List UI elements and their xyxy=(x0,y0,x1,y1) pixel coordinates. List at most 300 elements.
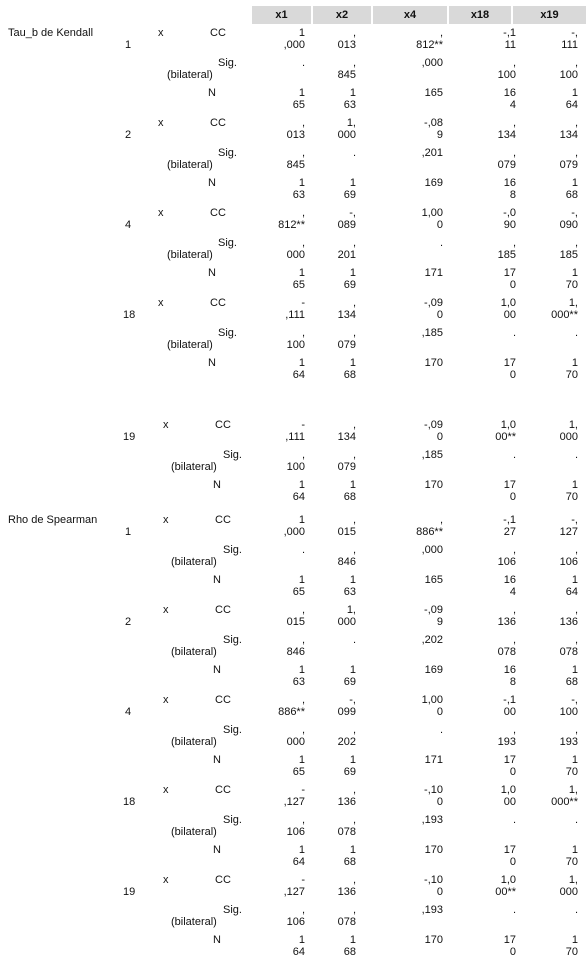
value-cell: 1 xyxy=(349,754,356,766)
value-cell: 1 xyxy=(298,87,305,99)
value-cell: 079 xyxy=(497,159,516,171)
value-cell: 013 xyxy=(337,39,356,51)
value-cell: , xyxy=(439,27,443,39)
value-cell: 8 xyxy=(509,189,516,201)
stat-label: CC xyxy=(215,604,231,616)
value-cell: 1 xyxy=(298,357,305,369)
value-cell: 65 xyxy=(292,99,305,111)
stat-label: CC xyxy=(215,419,231,431)
value-cell: 70 xyxy=(565,491,578,503)
stat-label: N xyxy=(208,87,216,99)
variable-number: 18 xyxy=(123,309,136,321)
value-cell: 201 xyxy=(337,249,356,261)
value-cell: 185 xyxy=(559,249,578,261)
sig-suffix: (bilateral) xyxy=(171,826,217,838)
value-cell: , xyxy=(301,449,305,461)
value-cell: 165 xyxy=(424,574,443,586)
variable-number: 4 xyxy=(125,706,132,718)
value-cell: , xyxy=(574,634,578,646)
value-cell: ,000 xyxy=(421,544,443,556)
value-cell: ,111 xyxy=(285,309,305,321)
value-cell: 00 xyxy=(503,309,516,321)
stat-label: Sig. xyxy=(223,904,242,916)
value-cell: 1,0 xyxy=(500,784,516,796)
value-cell: 0 xyxy=(436,796,443,808)
value-cell: 100 xyxy=(559,706,578,718)
value-cell: 64 xyxy=(565,586,578,598)
stat-label: CC xyxy=(215,694,231,706)
value-cell: 17 xyxy=(503,844,516,856)
value-cell: 106 xyxy=(286,826,305,838)
value-cell: -, xyxy=(349,694,356,706)
value-cell: 169 xyxy=(424,664,443,676)
value-cell: 886** xyxy=(416,526,443,538)
value-cell: 0 xyxy=(509,279,516,291)
value-cell: 000 xyxy=(559,431,578,443)
value-cell: -, xyxy=(571,514,578,526)
value-cell: 1 xyxy=(571,177,578,189)
value-cell: , xyxy=(574,604,578,616)
stat-label: N xyxy=(213,664,221,676)
variable-prefix: x xyxy=(158,297,164,309)
value-cell: 17 xyxy=(503,479,516,491)
value-cell: 69 xyxy=(343,766,356,778)
value-cell: 9 xyxy=(436,129,443,141)
sig-suffix: (bilateral) xyxy=(171,736,217,748)
stat-label: N xyxy=(208,267,216,279)
stat-label: Sig. xyxy=(218,237,237,249)
value-cell: 63 xyxy=(343,586,356,598)
value-cell: 846 xyxy=(337,556,356,568)
value-cell: 078 xyxy=(497,646,516,658)
variable-prefix: x xyxy=(158,27,164,39)
value-cell: 16 xyxy=(503,664,516,676)
value-cell: 1,0 xyxy=(500,419,516,431)
value-cell: 000 xyxy=(286,249,305,261)
value-cell: 846 xyxy=(286,646,305,658)
value-cell: 63 xyxy=(292,189,305,201)
value-cell: 69 xyxy=(343,189,356,201)
value-cell: . xyxy=(301,57,305,69)
value-cell: -,09 xyxy=(424,604,443,616)
value-cell: 1 xyxy=(298,844,305,856)
value-cell: 111 xyxy=(561,39,578,51)
value-cell: 64 xyxy=(292,369,305,381)
variable-prefix: x xyxy=(163,604,169,616)
value-cell: 1 xyxy=(571,574,578,586)
value-cell: 0 xyxy=(509,856,516,868)
value-cell: - xyxy=(301,874,305,886)
stat-label: N xyxy=(213,934,221,946)
value-cell: , xyxy=(352,237,356,249)
value-cell: , xyxy=(574,237,578,249)
section-label: Rho de Spearman xyxy=(8,514,98,526)
value-cell: 1, xyxy=(568,419,578,431)
stat-label: CC xyxy=(210,207,226,219)
variable-number: 1 xyxy=(125,39,132,51)
value-cell: , xyxy=(352,449,356,461)
stat-label: N xyxy=(213,754,221,766)
value-cell: 013 xyxy=(286,129,305,141)
value-cell: , xyxy=(301,694,305,706)
value-cell: 63 xyxy=(292,676,305,688)
stat-label: Sig. xyxy=(218,327,237,339)
value-cell: 64 xyxy=(292,856,305,868)
value-cell: . xyxy=(352,634,356,646)
value-cell: 845 xyxy=(286,159,305,171)
value-cell: 1 xyxy=(298,574,305,586)
section-label: Tau_b de Kendall xyxy=(8,27,94,39)
value-cell: 099 xyxy=(337,706,356,718)
stat-label: Sig. xyxy=(218,57,237,69)
value-cell: 1 xyxy=(349,934,356,946)
value-cell: , xyxy=(352,327,356,339)
value-cell: ,185 xyxy=(421,327,443,339)
value-cell: 1 xyxy=(349,574,356,586)
value-cell: 0 xyxy=(509,766,516,778)
value-cell: 0 xyxy=(509,491,516,503)
value-cell: 70 xyxy=(565,946,578,958)
variable-number: 19 xyxy=(123,431,136,443)
sig-suffix: (bilateral) xyxy=(171,916,217,928)
sig-suffix: (bilateral) xyxy=(171,461,217,473)
value-cell: 136 xyxy=(559,616,578,628)
sig-suffix: (bilateral) xyxy=(171,556,217,568)
value-cell: , xyxy=(352,874,356,886)
value-cell: 078 xyxy=(337,826,356,838)
value-cell: ,201 xyxy=(421,147,443,159)
stat-label: CC xyxy=(215,784,231,796)
value-cell: 100 xyxy=(559,69,578,81)
header-x2: x2 xyxy=(313,6,371,24)
value-cell: . xyxy=(439,237,443,249)
value-cell: -, xyxy=(349,207,356,219)
value-cell: 089 xyxy=(337,219,356,231)
value-cell: 000 xyxy=(337,129,356,141)
stat-label: Sig. xyxy=(223,634,242,646)
value-cell: 169 xyxy=(424,177,443,189)
value-cell: ,111 xyxy=(285,431,305,443)
value-cell: , xyxy=(574,544,578,556)
value-cell: 078 xyxy=(337,916,356,928)
value-cell: -,09 xyxy=(424,419,443,431)
value-cell: - xyxy=(301,784,305,796)
value-cell: , xyxy=(352,514,356,526)
value-cell: 193 xyxy=(559,736,578,748)
value-cell: , xyxy=(512,544,516,556)
value-cell: 1 xyxy=(349,479,356,491)
variable-prefix: x xyxy=(163,874,169,886)
value-cell: 00 xyxy=(503,706,516,718)
value-cell: 1 xyxy=(298,934,305,946)
value-cell: , xyxy=(574,147,578,159)
value-cell: 171 xyxy=(424,754,443,766)
value-cell: 1 xyxy=(349,664,356,676)
value-cell: 68 xyxy=(343,491,356,503)
sig-suffix: (bilateral) xyxy=(167,159,213,171)
value-cell: 17 xyxy=(503,754,516,766)
value-cell: ,000 xyxy=(283,39,305,51)
value-cell: 1, xyxy=(568,297,578,309)
value-cell: , xyxy=(512,634,516,646)
value-cell: 165 xyxy=(424,87,443,99)
value-cell: , xyxy=(301,237,305,249)
stat-label: CC xyxy=(215,514,231,526)
value-cell: 27 xyxy=(503,526,516,538)
value-cell: - xyxy=(301,297,305,309)
value-cell: 134 xyxy=(337,431,356,443)
value-cell: 1 xyxy=(298,177,305,189)
header-x18: x18 xyxy=(449,6,511,24)
value-cell: . xyxy=(439,724,443,736)
value-cell: 015 xyxy=(286,616,305,628)
value-cell: 1 xyxy=(571,664,578,676)
value-cell: 845 xyxy=(337,69,356,81)
value-cell: 63 xyxy=(343,99,356,111)
stat-label: N xyxy=(213,479,221,491)
variable-prefix: x xyxy=(163,514,169,526)
value-cell: . xyxy=(512,449,516,461)
value-cell: 17 xyxy=(503,357,516,369)
value-cell: 17 xyxy=(503,267,516,279)
value-cell: 69 xyxy=(343,676,356,688)
value-cell: . xyxy=(574,814,578,826)
value-cell: - xyxy=(301,419,305,431)
value-cell: 1, xyxy=(346,117,356,129)
stat-label: Sig. xyxy=(223,814,242,826)
value-cell: 136 xyxy=(337,886,356,898)
value-cell: 1, xyxy=(346,604,356,616)
value-cell: 16 xyxy=(503,574,516,586)
value-cell: . xyxy=(574,327,578,339)
value-cell: -,09 xyxy=(424,297,443,309)
value-cell: -, xyxy=(571,694,578,706)
value-cell: 1 xyxy=(349,87,356,99)
value-cell: 812** xyxy=(416,39,443,51)
value-cell: , xyxy=(301,604,305,616)
value-cell: 1 xyxy=(349,357,356,369)
value-cell: 11 xyxy=(504,39,516,51)
value-cell: 1 xyxy=(571,479,578,491)
value-cell: 70 xyxy=(565,279,578,291)
value-cell: 134 xyxy=(559,129,578,141)
value-cell: 70 xyxy=(565,369,578,381)
value-cell: 1 xyxy=(298,664,305,676)
value-cell: -,0 xyxy=(503,207,516,219)
value-cell: , xyxy=(301,147,305,159)
value-cell: , xyxy=(301,904,305,916)
sig-suffix: (bilateral) xyxy=(167,69,213,81)
stat-label: Sig. xyxy=(223,544,242,556)
value-cell: 65 xyxy=(292,279,305,291)
value-cell: 68 xyxy=(343,946,356,958)
value-cell: 16 xyxy=(503,87,516,99)
header-x1: x1 xyxy=(252,6,311,24)
value-cell: 65 xyxy=(292,586,305,598)
value-cell: ,000 xyxy=(283,526,305,538)
stat-label: N xyxy=(208,177,216,189)
value-cell: , xyxy=(439,514,443,526)
value-cell: 68 xyxy=(343,856,356,868)
variable-number: 19 xyxy=(123,886,136,898)
value-cell: 69 xyxy=(343,279,356,291)
value-cell: -, xyxy=(571,27,578,39)
value-cell: 100 xyxy=(286,339,305,351)
value-cell: 4 xyxy=(509,99,516,111)
value-cell: 70 xyxy=(565,766,578,778)
value-cell: , xyxy=(512,147,516,159)
value-cell: 0 xyxy=(509,369,516,381)
value-cell: , xyxy=(352,544,356,556)
value-cell: 9 xyxy=(436,616,443,628)
value-cell: 079 xyxy=(337,339,356,351)
variable-number: 2 xyxy=(125,129,132,141)
value-cell: 812** xyxy=(278,219,305,231)
value-cell: 0 xyxy=(509,946,516,958)
value-cell: , xyxy=(512,117,516,129)
value-cell: 100 xyxy=(497,69,516,81)
value-cell: 1, xyxy=(568,874,578,886)
value-cell: , xyxy=(352,419,356,431)
value-cell: 0 xyxy=(436,886,443,898)
value-cell: , xyxy=(352,814,356,826)
value-cell: 00** xyxy=(495,886,516,898)
value-cell: . xyxy=(512,814,516,826)
value-cell: 0 xyxy=(436,431,443,443)
value-cell: 079 xyxy=(559,159,578,171)
value-cell: 00 xyxy=(503,796,516,808)
value-cell: 1,0 xyxy=(500,874,516,886)
value-cell: ,127 xyxy=(283,886,305,898)
value-cell: 193 xyxy=(497,736,516,748)
value-cell: 202 xyxy=(337,736,356,748)
stat-label: N xyxy=(213,844,221,856)
value-cell: 1 xyxy=(571,844,578,856)
value-cell: . xyxy=(574,449,578,461)
value-cell: 68 xyxy=(565,676,578,688)
value-cell: 079 xyxy=(337,461,356,473)
value-cell: 1 xyxy=(298,27,305,39)
value-cell: 68 xyxy=(343,369,356,381)
value-cell: 134 xyxy=(337,309,356,321)
value-cell: 1 xyxy=(571,267,578,279)
value-cell: 64 xyxy=(292,946,305,958)
value-cell: 0 xyxy=(436,706,443,718)
value-cell: -,08 xyxy=(424,117,443,129)
value-cell: 136 xyxy=(337,796,356,808)
value-cell: 170 xyxy=(424,844,443,856)
value-cell: 170 xyxy=(424,357,443,369)
value-cell: 090 xyxy=(559,219,578,231)
value-cell: , xyxy=(301,207,305,219)
value-cell: , xyxy=(301,634,305,646)
variable-number: 4 xyxy=(125,219,132,231)
stat-label: Sig. xyxy=(218,147,237,159)
value-cell: 000 xyxy=(559,886,578,898)
sig-suffix: (bilateral) xyxy=(167,249,213,261)
value-cell: ,193 xyxy=(421,904,443,916)
value-cell: , xyxy=(301,327,305,339)
value-cell: 000** xyxy=(551,309,578,321)
value-cell: . xyxy=(574,904,578,916)
variable-number: 2 xyxy=(125,616,132,628)
value-cell: 1 xyxy=(298,754,305,766)
value-cell: , xyxy=(352,724,356,736)
value-cell: , xyxy=(512,57,516,69)
value-cell: 078 xyxy=(559,646,578,658)
value-cell: 000 xyxy=(286,736,305,748)
stat-label: Sig. xyxy=(223,449,242,461)
table-header xyxy=(0,0,586,24)
value-cell: 4 xyxy=(509,586,516,598)
value-cell: , xyxy=(512,237,516,249)
sig-suffix: (bilateral) xyxy=(171,646,217,658)
value-cell: . xyxy=(301,544,305,556)
value-cell: , xyxy=(512,604,516,616)
stat-label: N xyxy=(213,574,221,586)
stat-label: N xyxy=(208,357,216,369)
value-cell: -,1 xyxy=(503,514,516,526)
value-cell: 1 xyxy=(298,479,305,491)
value-cell: 1 xyxy=(571,87,578,99)
value-cell: ,202 xyxy=(421,634,443,646)
variable-number: 18 xyxy=(123,796,136,808)
value-cell: 170 xyxy=(424,934,443,946)
value-cell: 1,0 xyxy=(500,297,516,309)
value-cell: , xyxy=(301,814,305,826)
stat-label: CC xyxy=(215,874,231,886)
value-cell: ,000 xyxy=(421,57,443,69)
value-cell: -,10 xyxy=(424,874,443,886)
variable-prefix: x xyxy=(163,419,169,431)
variable-number: 1 xyxy=(125,526,132,538)
value-cell: 1, xyxy=(568,784,578,796)
variable-prefix: x xyxy=(163,784,169,796)
value-cell: 1 xyxy=(349,177,356,189)
value-cell: 64 xyxy=(292,491,305,503)
value-cell: , xyxy=(352,297,356,309)
stat-label: CC xyxy=(210,27,226,39)
value-cell: , xyxy=(352,904,356,916)
variable-prefix: x xyxy=(163,694,169,706)
value-cell: 1 xyxy=(349,844,356,856)
stat-label: CC xyxy=(210,297,226,309)
value-cell: . xyxy=(352,147,356,159)
value-cell: 68 xyxy=(565,189,578,201)
value-cell: 17 xyxy=(503,934,516,946)
sig-suffix: (bilateral) xyxy=(167,339,213,351)
value-cell: 185 xyxy=(497,249,516,261)
value-cell: 015 xyxy=(337,526,356,538)
value-cell: 886** xyxy=(278,706,305,718)
value-cell: 00** xyxy=(495,431,516,443)
value-cell: 0 xyxy=(436,219,443,231)
value-cell: . xyxy=(512,904,516,916)
value-cell: 1,00 xyxy=(421,694,443,706)
value-cell: 1 xyxy=(571,357,578,369)
value-cell: , xyxy=(574,117,578,129)
header-x19: x19 xyxy=(513,6,586,24)
value-cell: , xyxy=(574,724,578,736)
value-cell: , xyxy=(352,57,356,69)
value-cell: 1 xyxy=(298,514,305,526)
value-cell: 106 xyxy=(497,556,516,568)
variable-prefix: x xyxy=(158,207,164,219)
stat-label: Sig. xyxy=(223,724,242,736)
value-cell: ,127 xyxy=(283,796,305,808)
value-cell: , xyxy=(352,27,356,39)
value-cell: , xyxy=(574,57,578,69)
